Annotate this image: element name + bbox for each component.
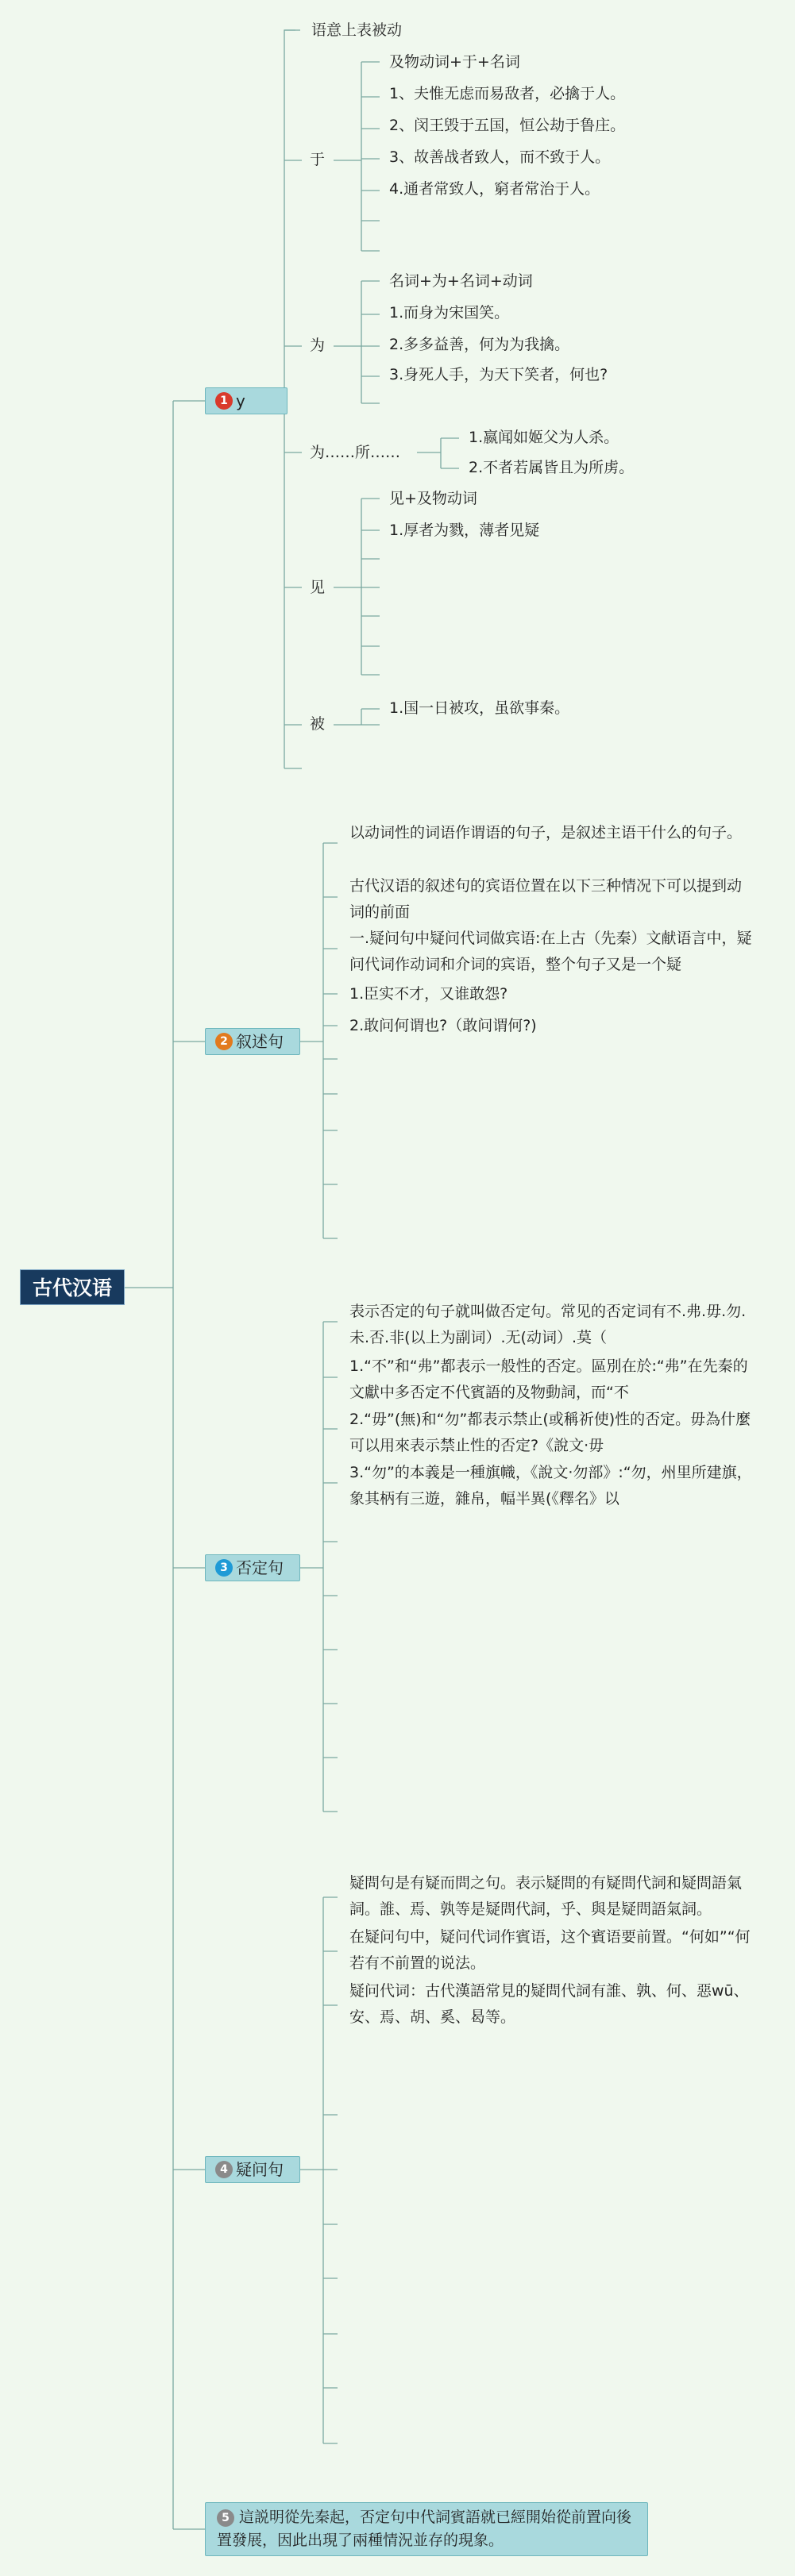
jian-item[interactable]: 见+及物动词 <box>389 490 477 507</box>
yu-item[interactable]: 4.通者常致人，窮者常治于人。 <box>389 180 600 198</box>
yu-item[interactable]: 2、闵王毁于五国，恒公劫于鲁庄。 <box>389 117 626 134</box>
branch-label: 叙述句 <box>236 1032 284 1051</box>
node-bei[interactable]: 被 <box>310 715 326 733</box>
negative-item[interactable]: 1.“不”和“弗”都表示一般性的否定。區別在於:“弗”在先秦的文獻中多否定不代賓語的及物動詞，而“不 <box>349 1357 748 1401</box>
branch-passive[interactable] <box>205 387 288 414</box>
number-badge: 5 <box>217 2509 234 2527</box>
weisuo-item[interactable]: 2.不者若属皆且为所虏。 <box>469 459 635 476</box>
node-weisuo[interactable]: 为……所…… <box>310 444 401 461</box>
node-yu[interactable]: 于 <box>310 151 326 168</box>
passive-head[interactable]: 语意上表被动 <box>311 21 403 39</box>
number-badge: 3 <box>215 1559 233 1577</box>
wei-item[interactable]: 名词+为+名词+动词 <box>389 272 533 290</box>
negative-item[interactable]: 2.“毋”(無)和“勿”都表示禁止(或稱祈使)性的否定。毋為什麼可以用來表示禁止性的否定?《說文·毋 <box>349 1411 751 1454</box>
branch-negative[interactable] <box>205 1554 300 1581</box>
number-badge: 2 <box>215 1033 233 1050</box>
branch-label: 疑问句 <box>236 2160 284 2179</box>
branch-label: y <box>236 391 245 410</box>
narrative-item[interactable]: 2.敢问何谓也?（敢问谓何?) <box>349 1017 537 1034</box>
number-badge: 4 <box>215 2161 233 2178</box>
number-badge: 1 <box>215 392 233 410</box>
interrogative-item[interactable]: 疑问代词：古代漢語常見的疑問代詞有誰、孰、何、惡wū、安、焉、胡、奚、曷等。 <box>349 1982 749 2026</box>
wei-item[interactable]: 2.多多益善，何为为我擒。 <box>389 336 570 353</box>
wei-item[interactable]: 3.身死人手，为天下笑者，何也? <box>389 366 608 383</box>
interrogative-item[interactable]: 疑問句是有疑而問之句。表示疑問的有疑問代詞和疑問語氣詞。誰、焉、孰等是疑問代詞，乎、與是疑問語氣詞。 <box>349 1874 743 1918</box>
interrogative-item[interactable]: 在疑问句中，疑问代词作賓语，这个賓语要前置。“何如”“何若有不前置的说法。 <box>349 1928 751 1972</box>
branch-narrative[interactable] <box>205 1028 300 1055</box>
node-wei[interactable]: 为 <box>310 337 326 354</box>
yu-item[interactable]: 及物动词+于+名词 <box>389 53 520 71</box>
branch-label: 否定句 <box>236 1558 284 1577</box>
node-jian[interactable]: 见 <box>310 579 326 596</box>
narrative-item[interactable]: 一.疑问句中疑问代词做宾语:在上古（先秦）文献语言中，疑问代词作动词和介词的宾语，整个句子又是一个疑 <box>349 930 752 973</box>
bei-item[interactable]: 1.国一日被攻，虽欲事秦。 <box>389 699 570 717</box>
narrative-item[interactable]: 1.臣实不才，又谁敢怨? <box>349 985 508 1003</box>
narrative-item[interactable]: 古代汉语的叙述句的宾语位置在以下三种情况下可以提到动词的前面 <box>349 877 743 921</box>
jian-item[interactable]: 1.厚者为戮，薄者见疑 <box>389 522 540 539</box>
negative-item[interactable]: 表示否定的句子就叫做否定句。常见的否定词有不.弗.毋.勿.未.否.非(以上为副词）.无(动词）.莫（ <box>349 1303 747 1346</box>
conclusion-text: 這説明從先秦起，否定句中代詞賓語就已經開始從前置向後置發展，因此出現了兩種情況並存的現象。 <box>217 2509 632 2549</box>
branch-interrogative[interactable] <box>205 2156 300 2183</box>
yu-item[interactable]: 1、夫惟无虑而易敌者，必擒于人。 <box>389 85 626 102</box>
yu-item[interactable]: 3、故善战者致人，而不致于人。 <box>389 148 611 166</box>
narrative-item[interactable]: 以动词性的词语作谓语的句子，是叙述主语干什么的句子。 <box>349 824 743 841</box>
branch-conclusion[interactable] <box>205 2502 648 2556</box>
negative-item[interactable]: 3.“勿”的本義是一種旗幟，《說文·勿部》:“勿，州里所建旗，象其柄有三遊，雜帛，幅半異(《釋名》以 <box>349 1464 752 1507</box>
root-node[interactable]: 古代汉语 <box>20 1269 125 1305</box>
weisuo-item[interactable]: 1.嬴闻如姬父为人杀。 <box>469 429 619 446</box>
wei-item[interactable]: 1.而身为宋国笑。 <box>389 304 510 322</box>
